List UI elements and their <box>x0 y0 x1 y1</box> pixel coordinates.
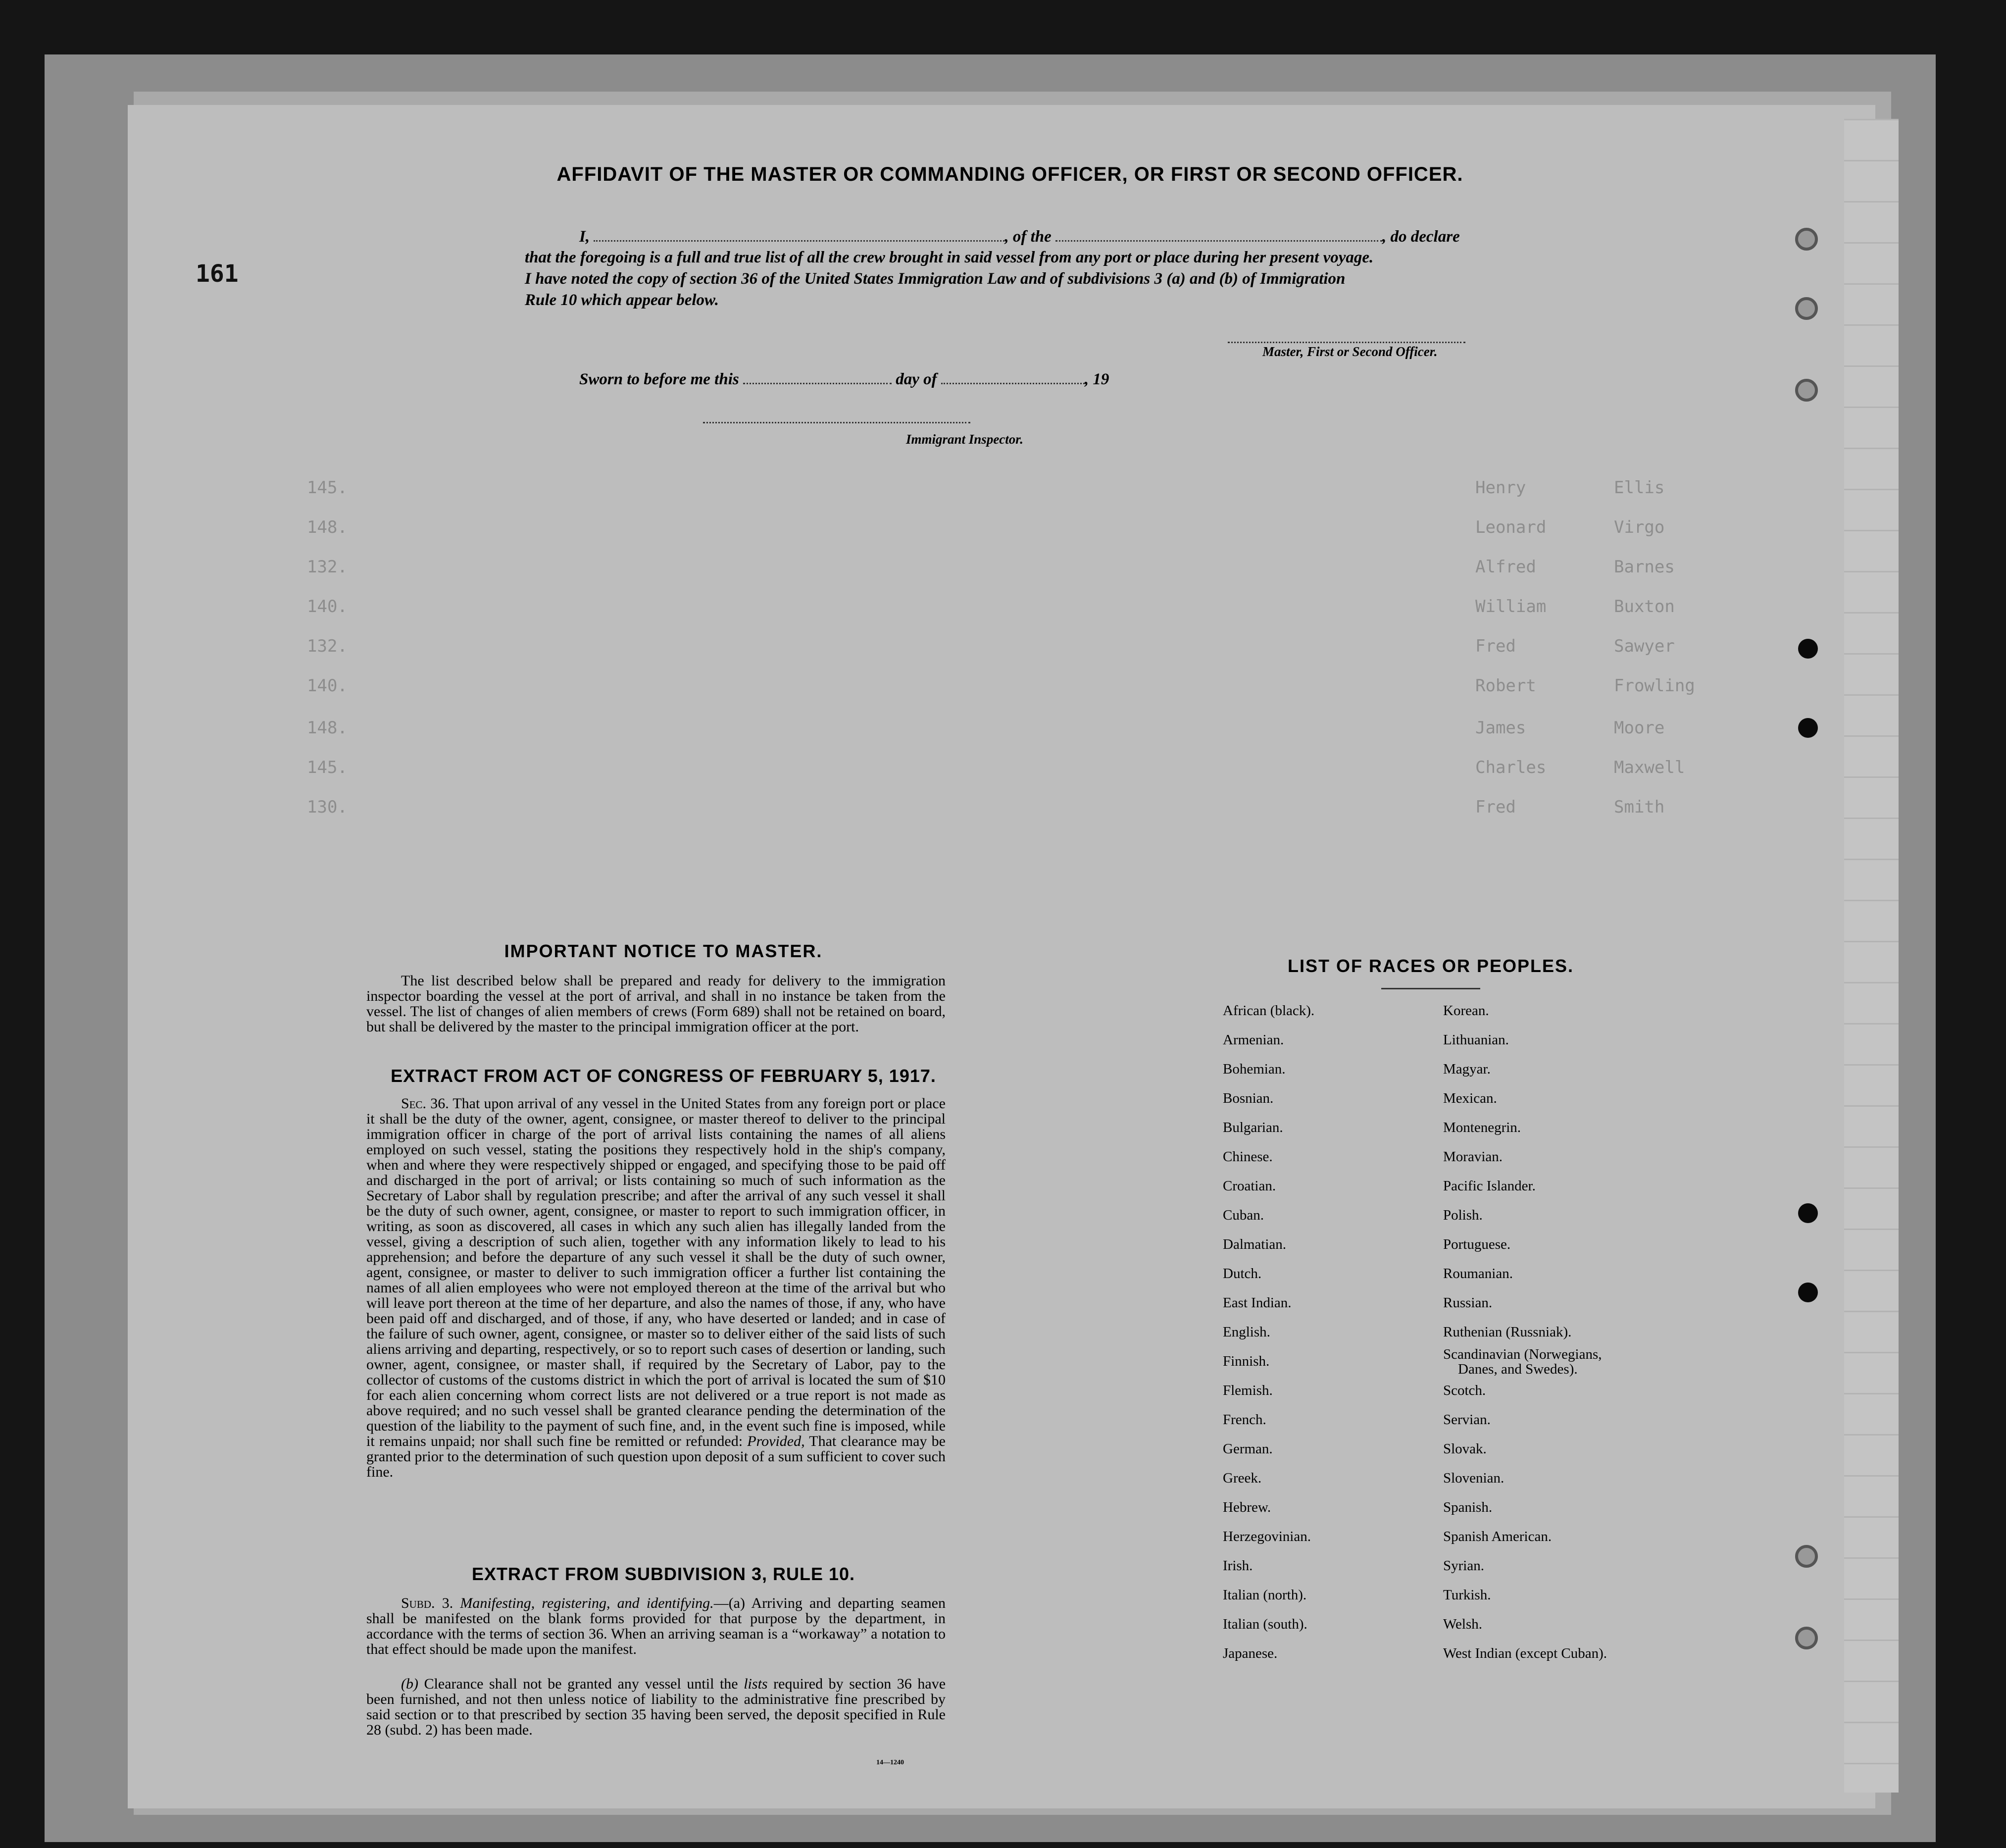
binder-hole-icon <box>1798 1203 1818 1223</box>
bleed-through-row: 145. Henry Ellis <box>307 478 1665 498</box>
sworn-prefix: Sworn to before me this <box>579 370 739 388</box>
race-item: African (black). <box>1223 1003 1315 1019</box>
race-item: Bosnian. <box>1223 1090 1274 1106</box>
race-item: Servian. <box>1443 1412 1491 1428</box>
officer-name-blank[interactable] <box>594 240 1004 242</box>
race-item: Armenian. <box>1223 1032 1284 1048</box>
subd-3-b-lists: lists <box>744 1676 768 1692</box>
vessel-name-blank[interactable] <box>1055 240 1382 242</box>
sec-36-end: That clearance may be granted prior to the determination of such question upon deposit of a sum sufficient to cover such fine. <box>366 1433 946 1480</box>
bleed-through-row: 140. William Buxton <box>307 597 1675 616</box>
subd-3-b-start: Clearance shall not be granted any vessel until the <box>424 1676 738 1692</box>
bleed-through-row: 148. Leonard Virgo <box>307 517 1665 537</box>
affidavit-title: AFFIDAVIT OF THE MASTER OR COMMANDING OFFICER, OR FIRST OR SECOND OFFICER. <box>556 163 1463 185</box>
race-item: Japanese. <box>1223 1645 1278 1661</box>
race-item: Dutch. <box>1223 1266 1262 1282</box>
subd-3-label: Subd. 3. <box>401 1595 453 1611</box>
race-item: Herzegovinian. <box>1223 1529 1311 1544</box>
race-item: Montenegrin. <box>1443 1120 1521 1135</box>
affidavit-declaration-line <box>579 228 1550 246</box>
master-signature-line[interactable] <box>1228 342 1465 343</box>
race-item: Roumanian. <box>1443 1266 1513 1282</box>
race-item: Portuguese. <box>1443 1236 1511 1252</box>
race-item: Moravian. <box>1443 1149 1503 1165</box>
race-item: Russian. <box>1443 1295 1493 1311</box>
race-item: Spanish. <box>1443 1499 1493 1515</box>
binder-hole-icon <box>1798 1283 1818 1302</box>
race-item: Italian (north). <box>1223 1587 1307 1603</box>
race-item: Mexican. <box>1443 1090 1497 1106</box>
binder-hole-icon <box>1795 1545 1818 1568</box>
bleed-through-row: 145. Charles Maxwell <box>307 758 1685 777</box>
subd-3-b-end: required by section 36 have been furnished, and not then unless notice of liability to the administrative fine prescribed by said section or to that prescribed by section 35 having been served, the deposit specified in Rule 28 (subd. 2) has been made. <box>366 1676 946 1738</box>
extract-rule-a-text <box>366 1595 946 1657</box>
binder-hole-icon <box>1795 228 1818 251</box>
races-title: LIST OF RACES OR PEOPLES. <box>1287 956 1574 976</box>
bleed-through-row: 148. James Moore <box>307 718 1665 738</box>
race-item: Korean. <box>1443 1003 1489 1019</box>
subd-3-b-label: (b) <box>401 1676 418 1692</box>
race-item: Bohemian. <box>1223 1061 1286 1077</box>
ruled-edge-of-underlying-sheet <box>1844 119 1899 1793</box>
notice-text: The list described below shall be prepared and ready for delivery to the immigration inspector boarding the vessel at the port of arrival, and shall in no instance be taken from the vessel. The list of changes of alien members of crews (Form 689) shall not be retained on board, but shall be delivered by the master to the principal immigration officer at the port. <box>366 973 946 1035</box>
race-item: Magyar. <box>1443 1061 1491 1077</box>
extract-act-text <box>366 1096 946 1480</box>
race-item: Turkish. <box>1443 1587 1491 1603</box>
race-item: Bulgarian. <box>1223 1120 1283 1135</box>
races-title-rule <box>1381 988 1480 989</box>
race-item: Irish. <box>1223 1558 1253 1574</box>
race-item: Dalmatian. <box>1223 1236 1287 1252</box>
sworn-line <box>579 370 1550 389</box>
race-item: Chinese. <box>1223 1149 1273 1165</box>
race-item: Croatian. <box>1223 1178 1276 1194</box>
race-item: Scandinavian (Norwegians, <box>1443 1346 1602 1362</box>
race-item: Slovak. <box>1443 1441 1487 1457</box>
race-item: Spanish American. <box>1443 1529 1552 1544</box>
binder-hole-icon <box>1795 379 1818 402</box>
race-item: Ruthenian (Russniak). <box>1443 1324 1572 1340</box>
bleed-through-row: 132. Alfred Barnes <box>307 557 1675 577</box>
affidavit-do-declare: , do declare <box>1382 228 1460 246</box>
bleed-through-row: 140. Robert Frowling <box>307 676 1695 696</box>
race-item: West Indian (except Cuban). <box>1443 1645 1607 1661</box>
binder-hole-icon <box>1795 1627 1818 1649</box>
binder-hole-icon <box>1795 297 1818 320</box>
master-signature-caption: Master, First or Second Officer. <box>1262 344 1438 359</box>
affidavit-i: I, <box>579 228 590 246</box>
sworn-year: , 19 <box>1084 370 1109 388</box>
subd-3-a: —(a) Arriving and departing seamen shall be manifested on the blank forms provided for that purpose by the department, in accordance with the terms of section 36. When an arriving seaman is a “workaway” a notation to that effect should be made upon the manifest. <box>366 1595 946 1657</box>
race-item: Flemish. <box>1223 1383 1273 1398</box>
race-item: Polish. <box>1443 1207 1483 1223</box>
sworn-month-blank[interactable] <box>941 383 1085 384</box>
race-item: Italian (south). <box>1223 1616 1307 1632</box>
affidavit-line-4: Rule 10 which appear below. <box>525 291 719 309</box>
bleed-through-row: 130. Fred Smith <box>307 797 1665 817</box>
race-item: Pacific Islander. <box>1443 1178 1536 1194</box>
race-item: Greek. <box>1223 1470 1262 1486</box>
extract-act-title: EXTRACT FROM ACT OF CONGRESS OF FEBRUARY 5, 1917. <box>391 1066 936 1086</box>
form-number: 14—1240 <box>876 1759 904 1766</box>
affidavit-of-the: , of the <box>1004 228 1052 246</box>
extract-rule-title: EXTRACT FROM SUBDIVISION 3, RULE 10. <box>471 1564 855 1584</box>
subd-3-heading: Manifesting, registering, and identifying. <box>460 1595 714 1611</box>
race-item: Welsh. <box>1443 1616 1483 1632</box>
inspector-signature-line[interactable] <box>703 422 970 423</box>
race-item: Lithuanian. <box>1443 1032 1509 1048</box>
sec-36-body: That upon arrival of any vessel in the United States from any foreign port or place it shall be the duty of the owner, agent, consignee, or master thereof to deliver to the principal immigration officer in charge of the port of arrival lists containing the names of all aliens employed on such vessel, stating the positions they respectively hold in the ship's company, when and where they were respectively shipped or engaged, and specifying those to be paid off and discharged in the port of arrival; or lists containing so much of such information as the Secretary of Labor shall by regulation prescribe; and after the arrival of any such vessel it shall be the duty of such owner, agent, consignee, or master to report to such immigration officer, in writing, as soon as discovered, all cases in which any such alien has illegally landed from the vessel, giving a description of such alien, together with any information likely to lead to his apprehension; and before the departure of any such vessel it shall be the duty of such owner, agent, consignee, or master to deliver to such immigration officer a further list containing the names of all alien employees who were not employed thereon at the time of the arrival but who will leave port thereon at the time of her departure, and also the names of those, if any, who have been paid off and discharged, and of those, if any, who have deserted or landed; and in case of the failure of such owner, agent, consignee, or master so to deliver either of the said lists of such aliens arriving and departing, respectively, or so to report such cases of desertion or landing, such owner, agent, consignee, or master shall, if required by the Secretary of Labor, pay to the collector of customs of the customs district in which the port of arrival is located the sum of $10 for each alien concerning whom correct lists are not delivered or a true report is not made as above required; and no such vessel shall be granted clearance pending the determination of the question of the liability to the payment of such fine, and, in the event such fine is imposed, while it remains unpaid; nor shall such fine be remitted or refunded: <box>366 1095 946 1449</box>
race-item: Syrian. <box>1443 1558 1484 1574</box>
race-item: Cuban. <box>1223 1207 1264 1223</box>
race-item: French. <box>1223 1412 1266 1428</box>
race-item: Scotch. <box>1443 1383 1486 1398</box>
notice-title: IMPORTANT NOTICE TO MASTER. <box>504 941 823 961</box>
race-item: Slovenian. <box>1443 1470 1504 1486</box>
sworn-day-of: day of <box>896 370 937 388</box>
extract-rule-b-text <box>366 1676 946 1738</box>
race-item: English. <box>1223 1324 1270 1340</box>
affidavit-line-2: that the foregoing is a full and true list of all the crew brought in said vessel from any port or place during her present voyage. <box>525 249 1374 266</box>
affidavit-line-3: I have noted the copy of section 36 of the United States Immigration Law and of subdivisions 3 (a) and (b) of Immigration <box>525 270 1346 288</box>
inspector-signature-caption: Immigrant Inspector. <box>906 432 1024 447</box>
provided-word: Provided, <box>747 1433 805 1449</box>
race-item: Hebrew. <box>1223 1499 1271 1515</box>
race-item: East Indian. <box>1223 1295 1292 1311</box>
bleed-through-row: 132. Fred Sawyer <box>307 636 1675 656</box>
sec-36-label: Sec. 36. <box>401 1095 449 1112</box>
race-item: German. <box>1223 1441 1273 1457</box>
race-item: Finnish. <box>1223 1353 1270 1369</box>
sworn-day-blank[interactable] <box>743 383 892 384</box>
race-item: Danes, and Swedes). <box>1458 1361 1578 1377</box>
page-stamp-number: 161 <box>196 260 239 288</box>
